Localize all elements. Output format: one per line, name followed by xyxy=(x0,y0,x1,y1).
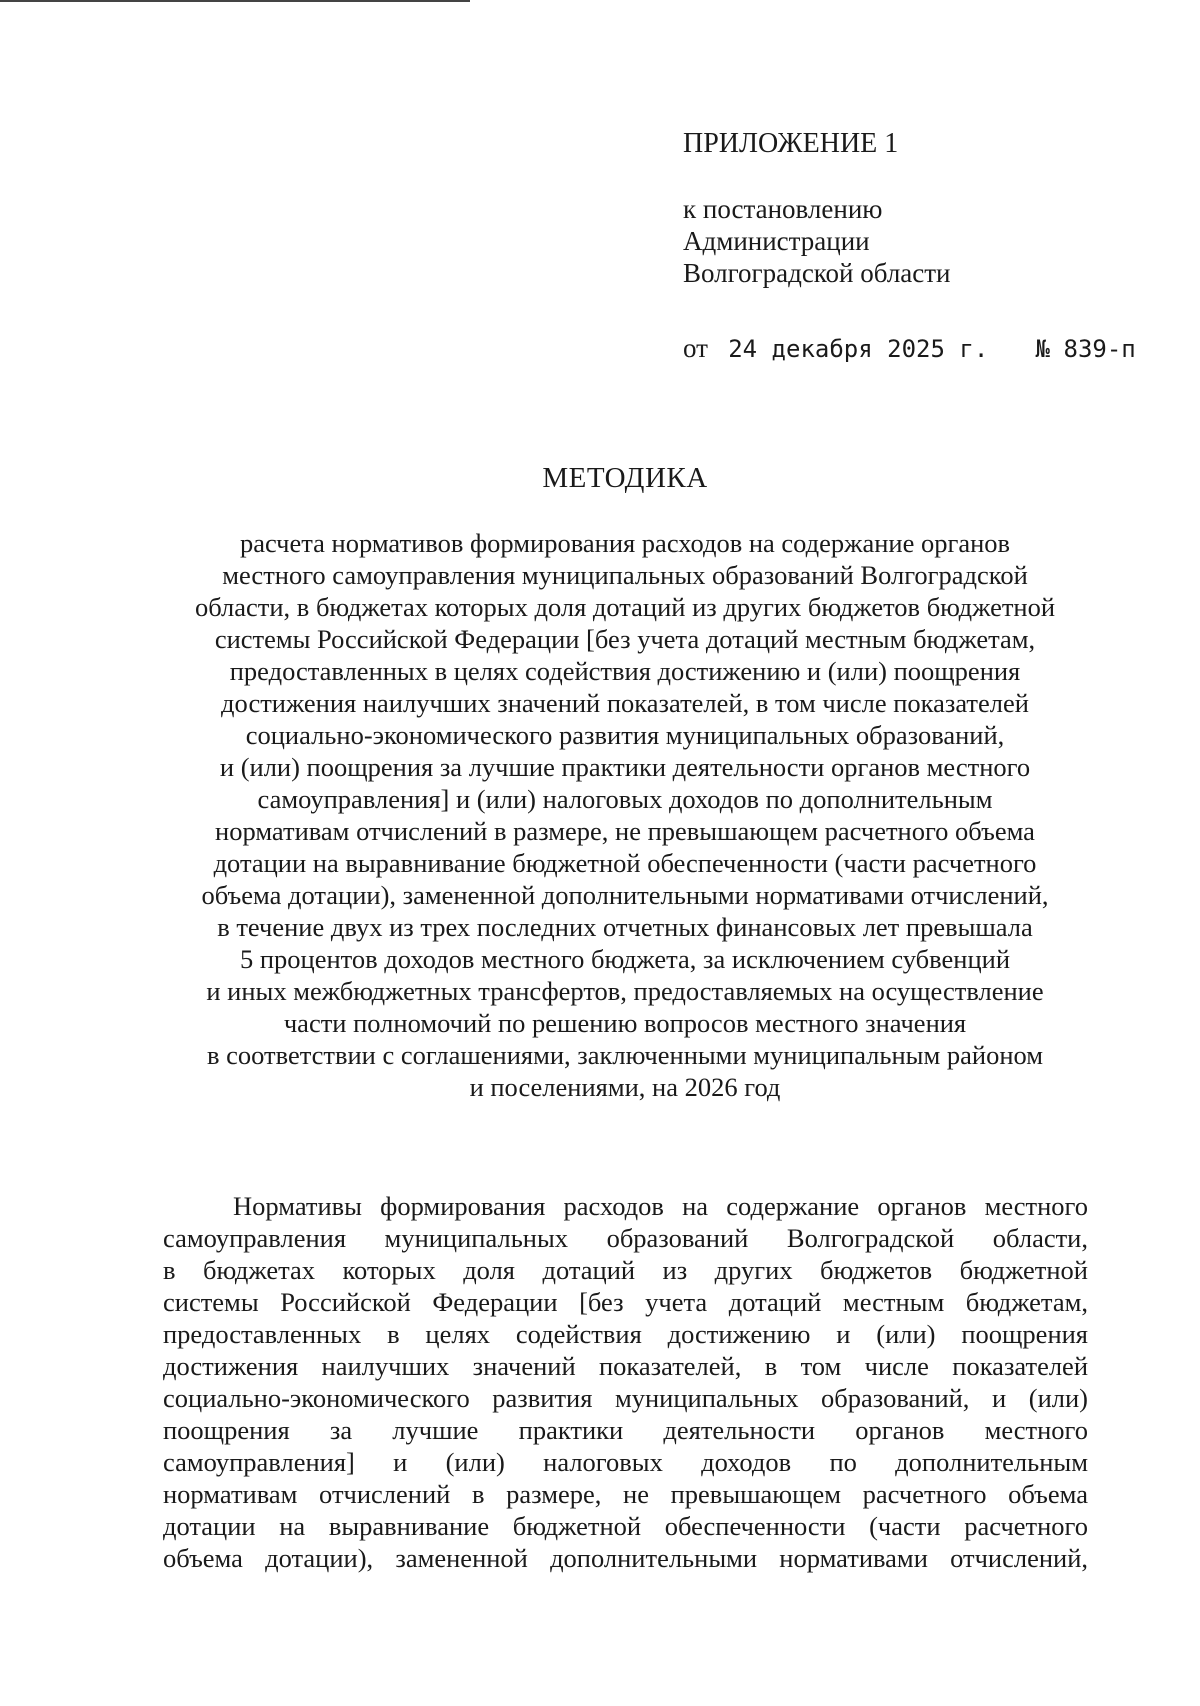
body-line: социально-экономического развития муниципальных образований, и (или) xyxy=(163,1383,1088,1413)
subtitle-line: самоуправления] и (или) налоговых доходов по дополнительным xyxy=(257,784,993,814)
annex-block xyxy=(683,128,1163,289)
body-line: объема дотации), замененной дополнительными нормативами отчислений, xyxy=(163,1543,1088,1573)
subtitle-line: в соответствии с соглашениями, заключенными муниципальным районом xyxy=(206,1040,1044,1070)
decree-from-label: от xyxy=(683,333,708,363)
document-subtitle xyxy=(155,527,1095,1103)
decree-number-label: № xyxy=(1035,335,1050,363)
decree-date-number xyxy=(683,332,1163,365)
subtitle-line: местного самоуправления муниципальных образований Волгоградской xyxy=(222,560,1028,590)
subtitle-line: и иных межбюджетных трансфертов, предоставляемых на осуществление xyxy=(206,976,1044,1006)
subtitle-line: предоставленных в целях содействия достижению и (или) поощрения xyxy=(229,656,1021,686)
body-line: самоуправления] и (или) налоговых доходов по дополнительным xyxy=(163,1447,1088,1477)
body-line: самоуправления муниципальных образований Волгоградской области, xyxy=(163,1223,1088,1253)
subtitle-line: и поселениями, на 2026 год xyxy=(469,1072,781,1102)
subtitle-line: 5 процентов доходов местного бюджета, за исключением субвенций xyxy=(239,944,1010,974)
subtitle-line: расчета нормативов формирования расходов на содержание органов xyxy=(239,528,1011,558)
body-line: Нормативы формирования расходов на содержание органов местного xyxy=(233,1191,1088,1221)
annex-line: к постановлению xyxy=(683,194,883,224)
body-line: поощрения за лучшие практики деятельности органов местного xyxy=(163,1415,1088,1445)
annex-title: ПРИЛОЖЕНИЕ 1 xyxy=(683,128,899,159)
scan-top-rule xyxy=(0,0,470,2)
subtitle-line: части полномочий по решению вопросов местного значения xyxy=(283,1008,967,1038)
body-line: в бюджетах которых доля дотаций из других бюджетов бюджетной xyxy=(163,1255,1088,1285)
subtitle-line: и (или) поощрения за лучшие практики деятельности органов местного xyxy=(219,752,1031,782)
body-line: нормативам отчислений в размере, не превышающем расчетного объема xyxy=(163,1479,1088,1509)
subtitle-line: дотации на выравнивание бюджетной обеспеченности (части расчетного xyxy=(213,848,1037,878)
subtitle-line: системы Российской Федерации [без учета дотаций местным бюджетам, xyxy=(214,624,1036,654)
decree-number: 839-п xyxy=(1063,335,1136,363)
subtitle-line: достижения наилучших значений показателей, в том числе показателей xyxy=(221,688,1029,718)
body-line: системы Российской Федерации [без учета дотаций местным бюджетам, xyxy=(163,1287,1088,1317)
document-title: МЕТОДИКА xyxy=(542,462,708,494)
body-line: предоставленных в целях содействия достижению и (или) поощрения xyxy=(163,1319,1088,1349)
body-paragraph xyxy=(163,1190,1088,1574)
body-line: достижения наилучших значений показателей, в том числе показателей xyxy=(163,1351,1088,1381)
subtitle-line: объема дотации), замененной дополнительными нормативами отчислений, xyxy=(201,880,1049,910)
annex-line: Волгоградской области xyxy=(683,258,951,288)
decree-date: 24 декабря 2025 г. xyxy=(728,335,989,363)
subtitle-line: социально-экономического развития муниципальных образований, xyxy=(245,720,1005,750)
body-line: дотации на выравнивание бюджетной обеспеченности (части расчетного xyxy=(163,1511,1088,1541)
subtitle-line: нормативам отчислений в размере, не превышающем расчетного объема xyxy=(215,816,1035,846)
subtitle-line: области, в бюджетах которых доля дотаций из других бюджетов бюджетной xyxy=(194,592,1056,622)
subtitle-line: в течение двух из трех последних отчетных финансовых лет превышала xyxy=(217,912,1033,942)
annex-line: Администрации xyxy=(683,226,870,256)
